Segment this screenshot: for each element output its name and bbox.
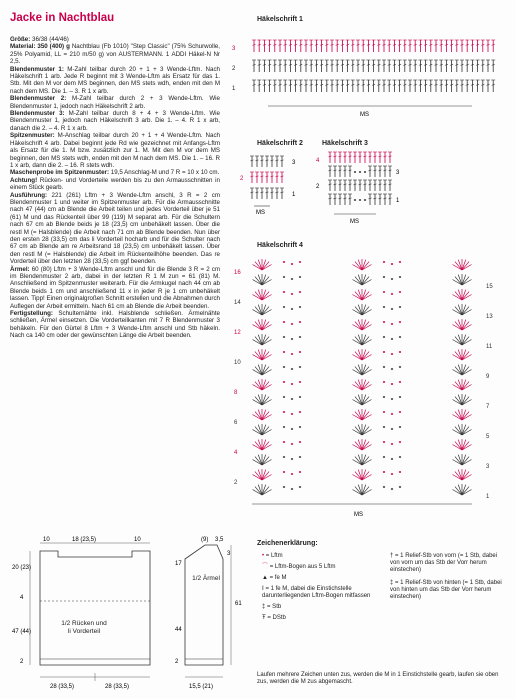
chain-mark <box>383 486 385 488</box>
stitch-mark <box>355 367 362 375</box>
chain-mark <box>391 263 393 265</box>
stitch-mark <box>362 427 369 435</box>
stitch-mark <box>255 337 262 345</box>
stitch-mark <box>262 487 269 495</box>
chain-mark <box>299 336 301 338</box>
stitch-mark <box>462 292 469 300</box>
chain-mark <box>399 411 401 413</box>
stitch-mark <box>362 382 369 390</box>
chart4-symbols <box>252 259 471 495</box>
stitch-mark <box>455 382 462 390</box>
stitch-mark <box>362 442 369 450</box>
chain-mark <box>391 338 393 340</box>
legend-item: ‡ = Stb <box>262 604 282 610</box>
chart4-diagram <box>232 252 508 522</box>
chart3-row-label: 2 <box>316 184 320 190</box>
stitch-mark <box>255 397 262 405</box>
chart4-row-label: 10 <box>234 360 241 366</box>
stitch-mark <box>255 472 262 480</box>
legend-item: ⌒ = Lftm-Bogen aus 5 Lftm <box>262 564 336 570</box>
chain-mark <box>383 456 385 458</box>
chain-mark <box>383 441 385 443</box>
dim-top: 10 <box>43 537 50 543</box>
stitch-mark <box>255 262 262 270</box>
chain-mark <box>399 441 401 443</box>
chain-mark <box>391 308 393 310</box>
chain-mark <box>291 263 293 265</box>
dim-side: 2 <box>20 659 24 665</box>
chain-mark <box>391 413 393 415</box>
chain-mark <box>383 351 385 353</box>
chain-mark <box>399 426 401 428</box>
stitch-mark <box>362 337 369 345</box>
legend-item: † = 1 Relief-Stb von vorn (= 1 Stb, dabei von vorn um das Stb der Vorr herum einstechen) <box>390 553 498 573</box>
stitch-mark <box>455 397 462 405</box>
chain-mark <box>283 441 285 443</box>
chain-mark <box>364 199 366 201</box>
chain-mark <box>383 336 385 338</box>
chain-mark <box>399 486 401 488</box>
stitch-mark <box>355 262 362 270</box>
chain-mark <box>391 293 393 295</box>
chain-mark <box>283 396 285 398</box>
instruction-paragraph: Ausführung: 221 (261) Lftm + 3 Wende-Lftm anschl, 3 R = 2 cm Blendenmuster 1 und weiter im Spitzenmuster arb. Für die Armausschnitte nach 47 (44) cm ab Blende die Arbeit teilen und jedes Vorderteil über je 51 (61) M und das Rückenteil über 99 (119) M separat arb. Für die Schultern nach 67 cm ab Blende beids je 18 (23,5) cm unbehäkelt lassen. Über die restl M (= Halsblende) die Arbeit nach 71 cm ab Blende beenden. Nun über den ersten 28 (33,5) cm das li Vorderteil hocharb und für die Schulter nach 67 cm ab Blende am re Arbeitsrand 18 (23,5) cm unbehäkelt lassen. Über den restl M (= Halsblende) die Arbeit im Rückenteilhöhe beenden. Das re Vorderteil über den letzten 28 (33,5) cm ggf beenden. <box>10 191 220 266</box>
chain-mark <box>283 276 285 278</box>
chain-mark <box>354 199 356 201</box>
instruction-paragraph: Größe: 36/38 (44/46) <box>10 36 69 43</box>
chain-mark <box>359 199 361 201</box>
chart4-row-label: 11 <box>486 344 493 350</box>
page-title: Jacke in Nachtblau <box>10 12 115 24</box>
stitch-mark <box>255 412 262 420</box>
chain-mark <box>299 426 301 428</box>
chart4-row-label: 6 <box>234 420 238 426</box>
chain-mark <box>399 261 401 263</box>
chart1-row-label: 1 <box>232 86 236 92</box>
chart2-row-label: 3 <box>292 160 296 166</box>
chain-mark <box>291 428 293 430</box>
chain-mark <box>291 353 293 355</box>
stitch-mark <box>355 397 362 405</box>
chain-mark <box>299 471 301 473</box>
stitch-mark <box>362 322 369 330</box>
stitch-mark <box>455 457 462 465</box>
stitch-mark <box>462 487 469 495</box>
stitch-mark <box>255 292 262 300</box>
chain-mark <box>291 278 293 280</box>
chain-mark <box>383 426 385 428</box>
chain-mark <box>283 366 285 368</box>
stitch-mark <box>355 277 362 285</box>
dim-bottom: 15,5 (21) <box>189 684 214 690</box>
instructions-text <box>10 36 220 340</box>
stitch-mark <box>462 472 469 480</box>
legend-note: Laufen mehrere Zeichen unten zus, werden die M in 1 Einstichstelle gearb, laufen sie oben zus, werden die M zus abgemascht. <box>257 672 499 685</box>
chain-mark <box>299 486 301 488</box>
chain-mark <box>299 456 301 458</box>
chain-mark <box>299 396 301 398</box>
stitch-mark <box>255 487 262 495</box>
dim-bottom: 28 (33,5) <box>50 684 75 690</box>
chain-mark <box>291 398 293 400</box>
chain-mark <box>399 366 401 368</box>
stitch-mark <box>362 367 369 375</box>
stitch-mark <box>462 457 469 465</box>
chain-mark <box>299 291 301 293</box>
chart3-row-label: 3 <box>396 170 400 176</box>
chart2-diagram <box>240 150 310 220</box>
stitch-mark <box>262 397 269 405</box>
chart2-symbols <box>250 156 284 199</box>
chain-mark <box>299 441 301 443</box>
chart4-row-label: 9 <box>486 374 490 380</box>
chain-mark <box>399 306 401 308</box>
chain-mark <box>291 338 293 340</box>
chain-mark <box>383 291 385 293</box>
instruction-paragraph: Blendenmuster 3: M-Zahl teilbar durch 8 + 4 + 3 Wende-Lftm. Wie Blendenmuster 1, jedoch nach Häkelschrift 3 arb. Die 1. – 4. R 1 x arb, danach die 2. – 4. R 1 x arb. <box>10 110 220 132</box>
stitch-mark <box>355 337 362 345</box>
dim-side: 2 <box>175 659 179 665</box>
stitch-mark <box>355 412 362 420</box>
stitch-mark <box>362 262 369 270</box>
stitch-mark <box>262 262 269 270</box>
chain-mark <box>283 426 285 428</box>
instruction-paragraph: Material: 350 (400) g Nachtblau (Fb 1010) "Step Classic" (75% Schurwolle, 25% Polyamid, LL = 210 m/50 g) von AUSTERMANN. 1 ADDI Häkel-N Nr 2,5. <box>10 43 220 66</box>
instruction-paragraph: Spitzenmuster: M-Anschlag teilbar durch 20 + 1 + 4 Wende-Lftm. Nach Häkelschrift 4 arb. Dabei beginnt jede Rd wie gezeichnet mit Anfangs-Lftm als Ersatz für die 1. M bzw. zusätzlich zur 1. M. Mit den M vor dem MS beginnen, den MS stets wdh, enden mit den M nach dem MS. Die 1. – 16. R 1 x arb, dann die 2. – 16. R stets wdh. <box>10 132 220 169</box>
stitch-mark <box>255 352 262 360</box>
stitch-mark <box>462 397 469 405</box>
instruction-paragraph: Blendenmuster 2: M-Zahl teilbar durch 2 + 3 Wende-Lftm. Wie Blendenmuster 1, jedoch nach Häkelschrift 2 arb. <box>10 95 221 110</box>
stitch-mark <box>455 472 462 480</box>
chain-mark <box>283 486 285 488</box>
chain-mark <box>391 353 393 355</box>
stitch-mark <box>462 442 469 450</box>
stitch-mark <box>255 457 262 465</box>
chart4-row-label: 3 <box>486 464 490 470</box>
stitch-mark <box>455 322 462 330</box>
chain-mark <box>283 336 285 338</box>
dim-bottom: 28 (33,5) <box>105 684 130 690</box>
dim-side: 61 <box>235 601 242 607</box>
chain-mark <box>283 471 285 473</box>
chart4-row-label: 12 <box>234 330 241 336</box>
stitch-mark <box>262 367 269 375</box>
chain-mark <box>364 171 366 173</box>
stitch-mark <box>255 427 262 435</box>
stitch-mark <box>362 397 369 405</box>
stitch-mark <box>262 472 269 480</box>
stitch-mark <box>262 277 269 285</box>
stitch-mark <box>362 487 369 495</box>
stitch-mark <box>455 277 462 285</box>
stitch-mark <box>355 487 362 495</box>
chain-mark <box>354 171 356 173</box>
chain-mark <box>399 276 401 278</box>
chain-mark <box>383 411 385 413</box>
chain-mark <box>391 458 393 460</box>
chain-mark <box>399 396 401 398</box>
chain-mark <box>291 308 293 310</box>
dim-top: 3 <box>227 551 231 557</box>
back-front-schematic <box>10 535 170 695</box>
stitch-mark <box>455 412 462 420</box>
stitch-mark <box>355 292 362 300</box>
chart1-row-label: 3 <box>232 46 236 52</box>
chain-mark <box>291 368 293 370</box>
chain-mark <box>291 323 293 325</box>
chain-mark <box>383 471 385 473</box>
chain-mark <box>391 443 393 445</box>
chain-mark <box>391 278 393 280</box>
stitch-mark <box>362 412 369 420</box>
stitch-mark <box>355 382 362 390</box>
stitch-mark <box>455 337 462 345</box>
stitch-mark <box>255 382 262 390</box>
chain-mark <box>283 321 285 323</box>
chain-mark <box>383 366 385 368</box>
chain-mark <box>283 381 285 383</box>
chart4-repeat-label: MS <box>354 512 363 518</box>
stitch-mark <box>355 322 362 330</box>
chart4-row-label: 8 <box>234 390 238 396</box>
stitch-mark <box>262 322 269 330</box>
dim-side: 20 (23) <box>12 565 32 571</box>
dim-top: 10 <box>134 537 141 543</box>
stitch-mark <box>262 442 269 450</box>
stitch-mark <box>362 307 369 315</box>
chain-mark <box>283 306 285 308</box>
chart3-title: Häkelschrift 3 <box>322 140 368 147</box>
stitch-mark <box>255 322 262 330</box>
stitch-mark <box>455 292 462 300</box>
chain-mark <box>299 351 301 353</box>
chart1-diagram <box>232 28 508 120</box>
chart4-row-label: 4 <box>234 450 238 456</box>
stitch-mark <box>262 457 269 465</box>
stitch-mark <box>462 367 469 375</box>
chain-mark <box>399 456 401 458</box>
stitch-mark <box>262 292 269 300</box>
stitch-mark <box>362 292 369 300</box>
stitch-mark <box>455 442 462 450</box>
chain-mark <box>283 351 285 353</box>
chart4-row-label: 5 <box>486 434 490 440</box>
instruction-paragraph: Maschenprobe im Spitzenmuster: 19,5 Anschlag-M und 7 R = 10 x 10 cm. <box>10 169 220 177</box>
chart4-row-label: 13 <box>486 314 493 320</box>
chart3-symbols <box>328 152 392 205</box>
chain-mark <box>359 171 361 173</box>
chain-mark <box>399 381 401 383</box>
chain-mark <box>283 261 285 263</box>
chart1-repeat-label: MS <box>360 112 369 118</box>
legend-right <box>390 553 508 601</box>
stitch-mark <box>362 457 369 465</box>
stitch-mark <box>255 307 262 315</box>
chain-mark <box>299 306 301 308</box>
chain-mark <box>391 368 393 370</box>
stitch-mark <box>462 382 469 390</box>
instruction-paragraph: Fertigstellung: Schulternähte inkl. Halsblende schließen. Ärmelnähte schließen, Ärmel einsetzen. Die Vorderteilkanten mit 7 R Blendenmuster 3 behäkeln. Für den Gürtel 8 Lftm + 3 Wende-Lftm anschl und Stb häkeln. Nach ca 140 cm oder der gewünschten Länge die Arbeit beenden. <box>10 310 220 340</box>
chain-mark <box>391 398 393 400</box>
stitch-mark <box>255 367 262 375</box>
dim-side: 44 <box>175 627 182 633</box>
chain-mark <box>391 323 393 325</box>
chain-mark <box>283 291 285 293</box>
sketch1-label: 1/2 Rücken und li Vorderteil <box>61 620 107 635</box>
chart4-row-label: 15 <box>486 284 493 290</box>
chain-mark <box>383 261 385 263</box>
chain-mark <box>291 443 293 445</box>
chart4-row-label: 16 <box>234 270 241 276</box>
chain-mark <box>399 351 401 353</box>
chart4-right-row-labels <box>486 284 493 500</box>
stitch-mark <box>262 382 269 390</box>
chart1-title: Häkelschrift 1 <box>257 16 303 23</box>
stitch-mark <box>255 442 262 450</box>
chain-mark <box>391 473 393 475</box>
chain-mark <box>391 383 393 385</box>
legend-title: Zeichenerklärung: <box>257 540 318 547</box>
sleeve-schematic <box>175 535 250 695</box>
dim-top: (9) <box>201 537 209 543</box>
stitch-mark <box>355 352 362 360</box>
chart4-row-label: 14 <box>234 300 241 306</box>
legend-item: ‡ = 1 Relief-Stb von hinten (= 1 Stb, dabei von hinten um das Stb der Vorr herum einstechen) <box>390 580 502 600</box>
chart3-repeat-label: MS <box>350 219 359 225</box>
legend-item: Ⅰ = 1 fe M, dabei die Einstichstelle darunterliegenden Lftm-Bogen mitfassen <box>262 586 371 599</box>
instruction-paragraph: Achtung! Rücken- und Vorderteile werden bis zu den Armausschnitten in einem Stück gearb. <box>10 176 220 192</box>
stitch-mark <box>355 442 362 450</box>
chart4-row-label: 1 <box>486 494 490 500</box>
chain-mark <box>383 276 385 278</box>
chain-mark <box>291 383 293 385</box>
stitch-mark <box>262 412 269 420</box>
chain-mark <box>283 411 285 413</box>
stitch-mark <box>355 307 362 315</box>
stitch-mark <box>455 307 462 315</box>
chart3-row-label: 4 <box>316 158 320 164</box>
chain-mark <box>291 458 293 460</box>
chain-mark <box>399 321 401 323</box>
chart1-row-label: 2 <box>232 66 236 72</box>
dim-side: 47 (44) <box>12 629 32 635</box>
chain-mark <box>291 293 293 295</box>
chart3-row-label: 1 <box>396 198 400 204</box>
stitch-mark <box>362 472 369 480</box>
chain-mark <box>291 413 293 415</box>
chart1-symbols <box>252 40 495 92</box>
chart2-row-label: 1 <box>292 192 296 198</box>
legend-item: ▲ = fe M <box>262 575 287 581</box>
stitch-mark <box>462 352 469 360</box>
chain-mark <box>299 381 301 383</box>
stitch-mark <box>455 487 462 495</box>
chain-mark <box>299 276 301 278</box>
chain-mark <box>291 473 293 475</box>
stitch-mark <box>462 337 469 345</box>
stitch-mark <box>455 427 462 435</box>
stitch-mark <box>355 457 362 465</box>
chain-mark <box>383 381 385 383</box>
chain-mark <box>399 471 401 473</box>
dim-top: 3,5 <box>215 537 224 543</box>
chart4-left-row-labels <box>234 270 241 486</box>
stitch-mark <box>355 427 362 435</box>
chain-mark <box>299 411 301 413</box>
stitch-mark <box>262 307 269 315</box>
chain-mark <box>283 456 285 458</box>
chart2-title: Häkelschrift 2 <box>257 140 303 147</box>
sketch2-label: 1/2 Ärmel <box>192 575 220 582</box>
chain-mark <box>399 336 401 338</box>
stitch-mark <box>455 352 462 360</box>
chart4-title: Häkelschrift 4 <box>257 242 303 249</box>
stitch-mark <box>362 277 369 285</box>
legend-item: Ŧ = DStb <box>262 615 286 621</box>
stitch-mark <box>462 307 469 315</box>
chart2-row-label: 2 <box>240 176 244 182</box>
chain-mark <box>391 488 393 490</box>
stitch-mark <box>462 412 469 420</box>
chain-mark <box>391 428 393 430</box>
dim-side: 17 <box>175 561 182 567</box>
chain-mark <box>383 306 385 308</box>
chain-mark <box>383 321 385 323</box>
stitch-mark <box>462 427 469 435</box>
chain-mark <box>299 321 301 323</box>
chart3-diagram <box>316 148 406 228</box>
dim-side: 4 <box>20 595 24 601</box>
stitch-mark <box>455 367 462 375</box>
stitch-mark <box>455 262 462 270</box>
chart4-row-label: 2 <box>234 480 238 486</box>
chart2-repeat-label: MS <box>256 210 265 216</box>
stitch-mark <box>262 427 269 435</box>
chain-mark <box>383 396 385 398</box>
chart4-row-label: 7 <box>486 404 490 410</box>
instruction-paragraph: Ärmel: 60 (80) Lftm + 3 Wende-Lftm anschl und für die Blende 3 R = 2 cm im Blendenmuster 2 arb, dabei in der letzten R 1 M zun = 61 (81) M. Anschließend im Spitzenmuster weiterarb. Für die Armkugel nach 44 cm ab Blende beids 1 cm und anschließend 11 x in jeder R je 1 cm unbehäkelt lassen. Tipp! Einen originalgroßen Schnitt erstellen und die Abnahmen durch Auflegen der Arbeit ermitteln. Nach 61 cm ab Blende die Arbeit beenden. <box>10 265 220 310</box>
stitch-mark <box>462 322 469 330</box>
chain-mark <box>291 488 293 490</box>
chain-mark <box>399 291 401 293</box>
chain-mark <box>299 261 301 263</box>
stitch-mark <box>462 262 469 270</box>
stitch-mark <box>462 277 469 285</box>
stitch-mark <box>362 352 369 360</box>
legend-item: • = Lftm <box>262 553 283 559</box>
instruction-paragraph: Blendenmuster 1: M-Zahl teilbar durch 20 + 1 + 3 Wende-Lftm. Nach Häkelschrift 1 arb. Jede R beginnt mit 3 Wende-Lftm als Ersatz für das 1. Stb. Mit den M vor dem MS beginnen, den MS stets wdh, enden mit den M nach dem MS. Die 1. – 3. R 1 x arb. <box>10 65 220 95</box>
stitch-mark <box>262 337 269 345</box>
stitch-mark <box>255 277 262 285</box>
chain-mark <box>299 366 301 368</box>
dim-top: 18 (23,5) <box>72 537 97 543</box>
stitch-mark <box>262 352 269 360</box>
legend-left <box>262 553 377 622</box>
stitch-mark <box>355 472 362 480</box>
